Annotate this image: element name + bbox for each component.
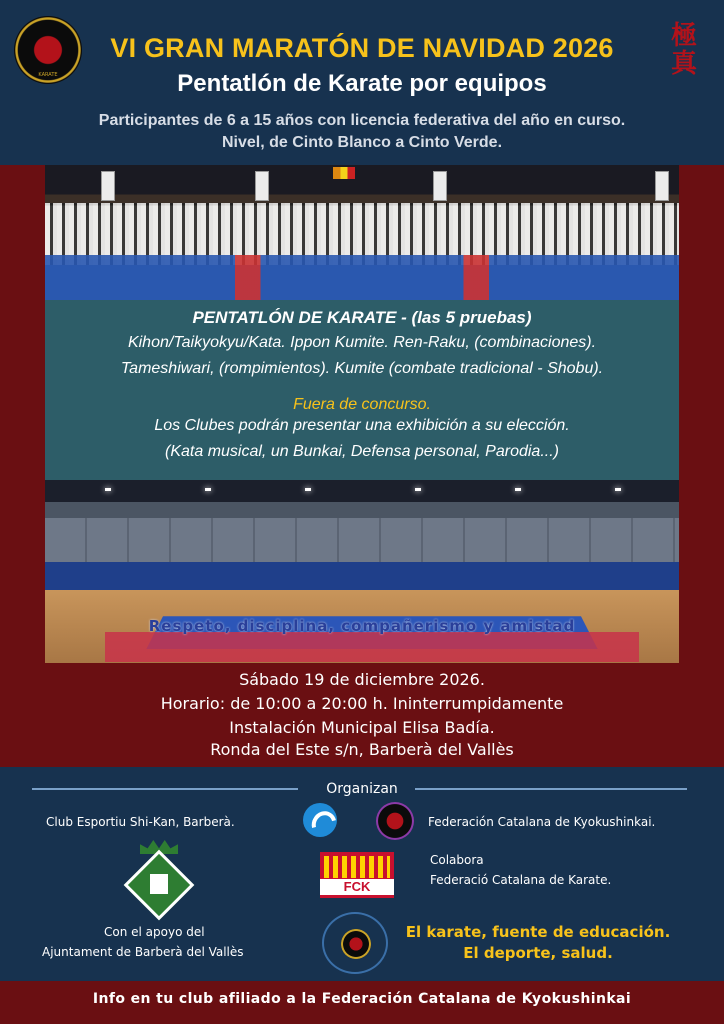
exhibition-line1: Los Clubes podrán presentar una exhibición a su elección. xyxy=(154,417,570,434)
organizers-heading: Organizan xyxy=(326,781,398,797)
ceiling-light-icon xyxy=(415,488,421,491)
motto-text: Respeto, disciplina, compañerismo y amistad xyxy=(148,617,576,635)
banner-icon xyxy=(255,171,269,201)
footer-bar xyxy=(0,981,724,1024)
event-venue: Instalación Municipal Elisa Badía. xyxy=(229,718,495,737)
apoyo-line1: Con el apoyo del xyxy=(104,925,205,939)
kanji-calligraphy-icon: 極 真 xyxy=(670,21,697,79)
slogan-line1: El karate, fuente de educación. xyxy=(405,923,671,941)
banner-icon xyxy=(101,171,115,201)
fck-stripes xyxy=(324,856,390,878)
logo-caption: KARATE xyxy=(38,72,58,78)
banner-icon xyxy=(655,171,669,201)
participants-info: Participantes de 6 a 15 años con licencia federativa del año en curso. Nivel, de Cinto Blanco a Cinto Verde. xyxy=(98,112,626,151)
page-title: VI GRAN MARATÓN DE NAVIDAD 2026 xyxy=(110,33,614,63)
federation-kyokushinkai-label: Federación Catalana de Kyokushinkai. xyxy=(428,815,656,829)
gym-wall xyxy=(45,518,679,562)
slogan-line2: El deporte, salud. xyxy=(463,944,613,962)
ceiling-light-icon xyxy=(205,488,211,491)
footer-text: Info en tu club afiliado a la Federación Catalana de Kyokushinkai xyxy=(92,991,632,1007)
flag-icon xyxy=(333,167,355,179)
tatami-mat xyxy=(45,255,679,300)
header-banner xyxy=(0,0,724,165)
ceiling-light-icon xyxy=(615,488,621,491)
ceiling-light-icon xyxy=(105,488,111,491)
colabora-name: Federació Catalana de Karate. xyxy=(430,873,612,887)
ceiling-light-icon xyxy=(515,488,521,491)
exhibition-line2: (Kata musical, un Bunkai, Defensa personal, Parodia...) xyxy=(165,443,559,460)
pentatlon-events-line2: Tameshiwari, (rompimientos). Kumite (combate tradicional - Shobu). xyxy=(120,360,604,377)
apoyo-line2: Ajuntament de Barberà del Vallès xyxy=(42,945,244,959)
ajuntament-coat-of-arms-icon xyxy=(128,840,190,920)
tournament-photo xyxy=(45,165,679,300)
kyokushinkai-federation-logo-icon xyxy=(376,802,414,840)
tatami-border xyxy=(105,632,639,662)
colabora-label: Colabora xyxy=(430,853,484,867)
exhibition-title: Fuera de concurso. xyxy=(293,396,431,413)
banner-icon xyxy=(433,171,447,201)
page-subtitle: Pentatlón de Karate por equipos xyxy=(177,70,547,97)
gym-blue-wall xyxy=(45,562,679,592)
event-address: Ronda del Este s/n, Barberà del Vallès xyxy=(210,740,514,759)
ceiling-light-icon xyxy=(305,488,311,491)
event-date: Sábado 19 de diciembre 2026. xyxy=(239,670,485,689)
shikan-club-logo-icon xyxy=(303,803,337,837)
kyokushinkai-emblem-icon xyxy=(322,912,388,974)
venue-photo xyxy=(45,480,679,663)
event-schedule: Horario: de 10:00 a 20:00 h. Ininterrumpidamente xyxy=(160,694,564,713)
fck-logo-icon xyxy=(320,852,394,898)
fck-logo-label: FCK xyxy=(320,879,394,895)
pentatlon-events-line1: Kihon/Taikyokyu/Kata. Ippon Kumite. Ren-Raku, (combinaciones). xyxy=(127,334,597,351)
tower-icon xyxy=(150,874,168,894)
pentatlon-title: PENTATLÓN DE KARATE - (las 5 pruebas) xyxy=(192,308,532,327)
club-shikan-label: Club Esportiu Shi-Kan, Barberà. xyxy=(46,815,235,829)
